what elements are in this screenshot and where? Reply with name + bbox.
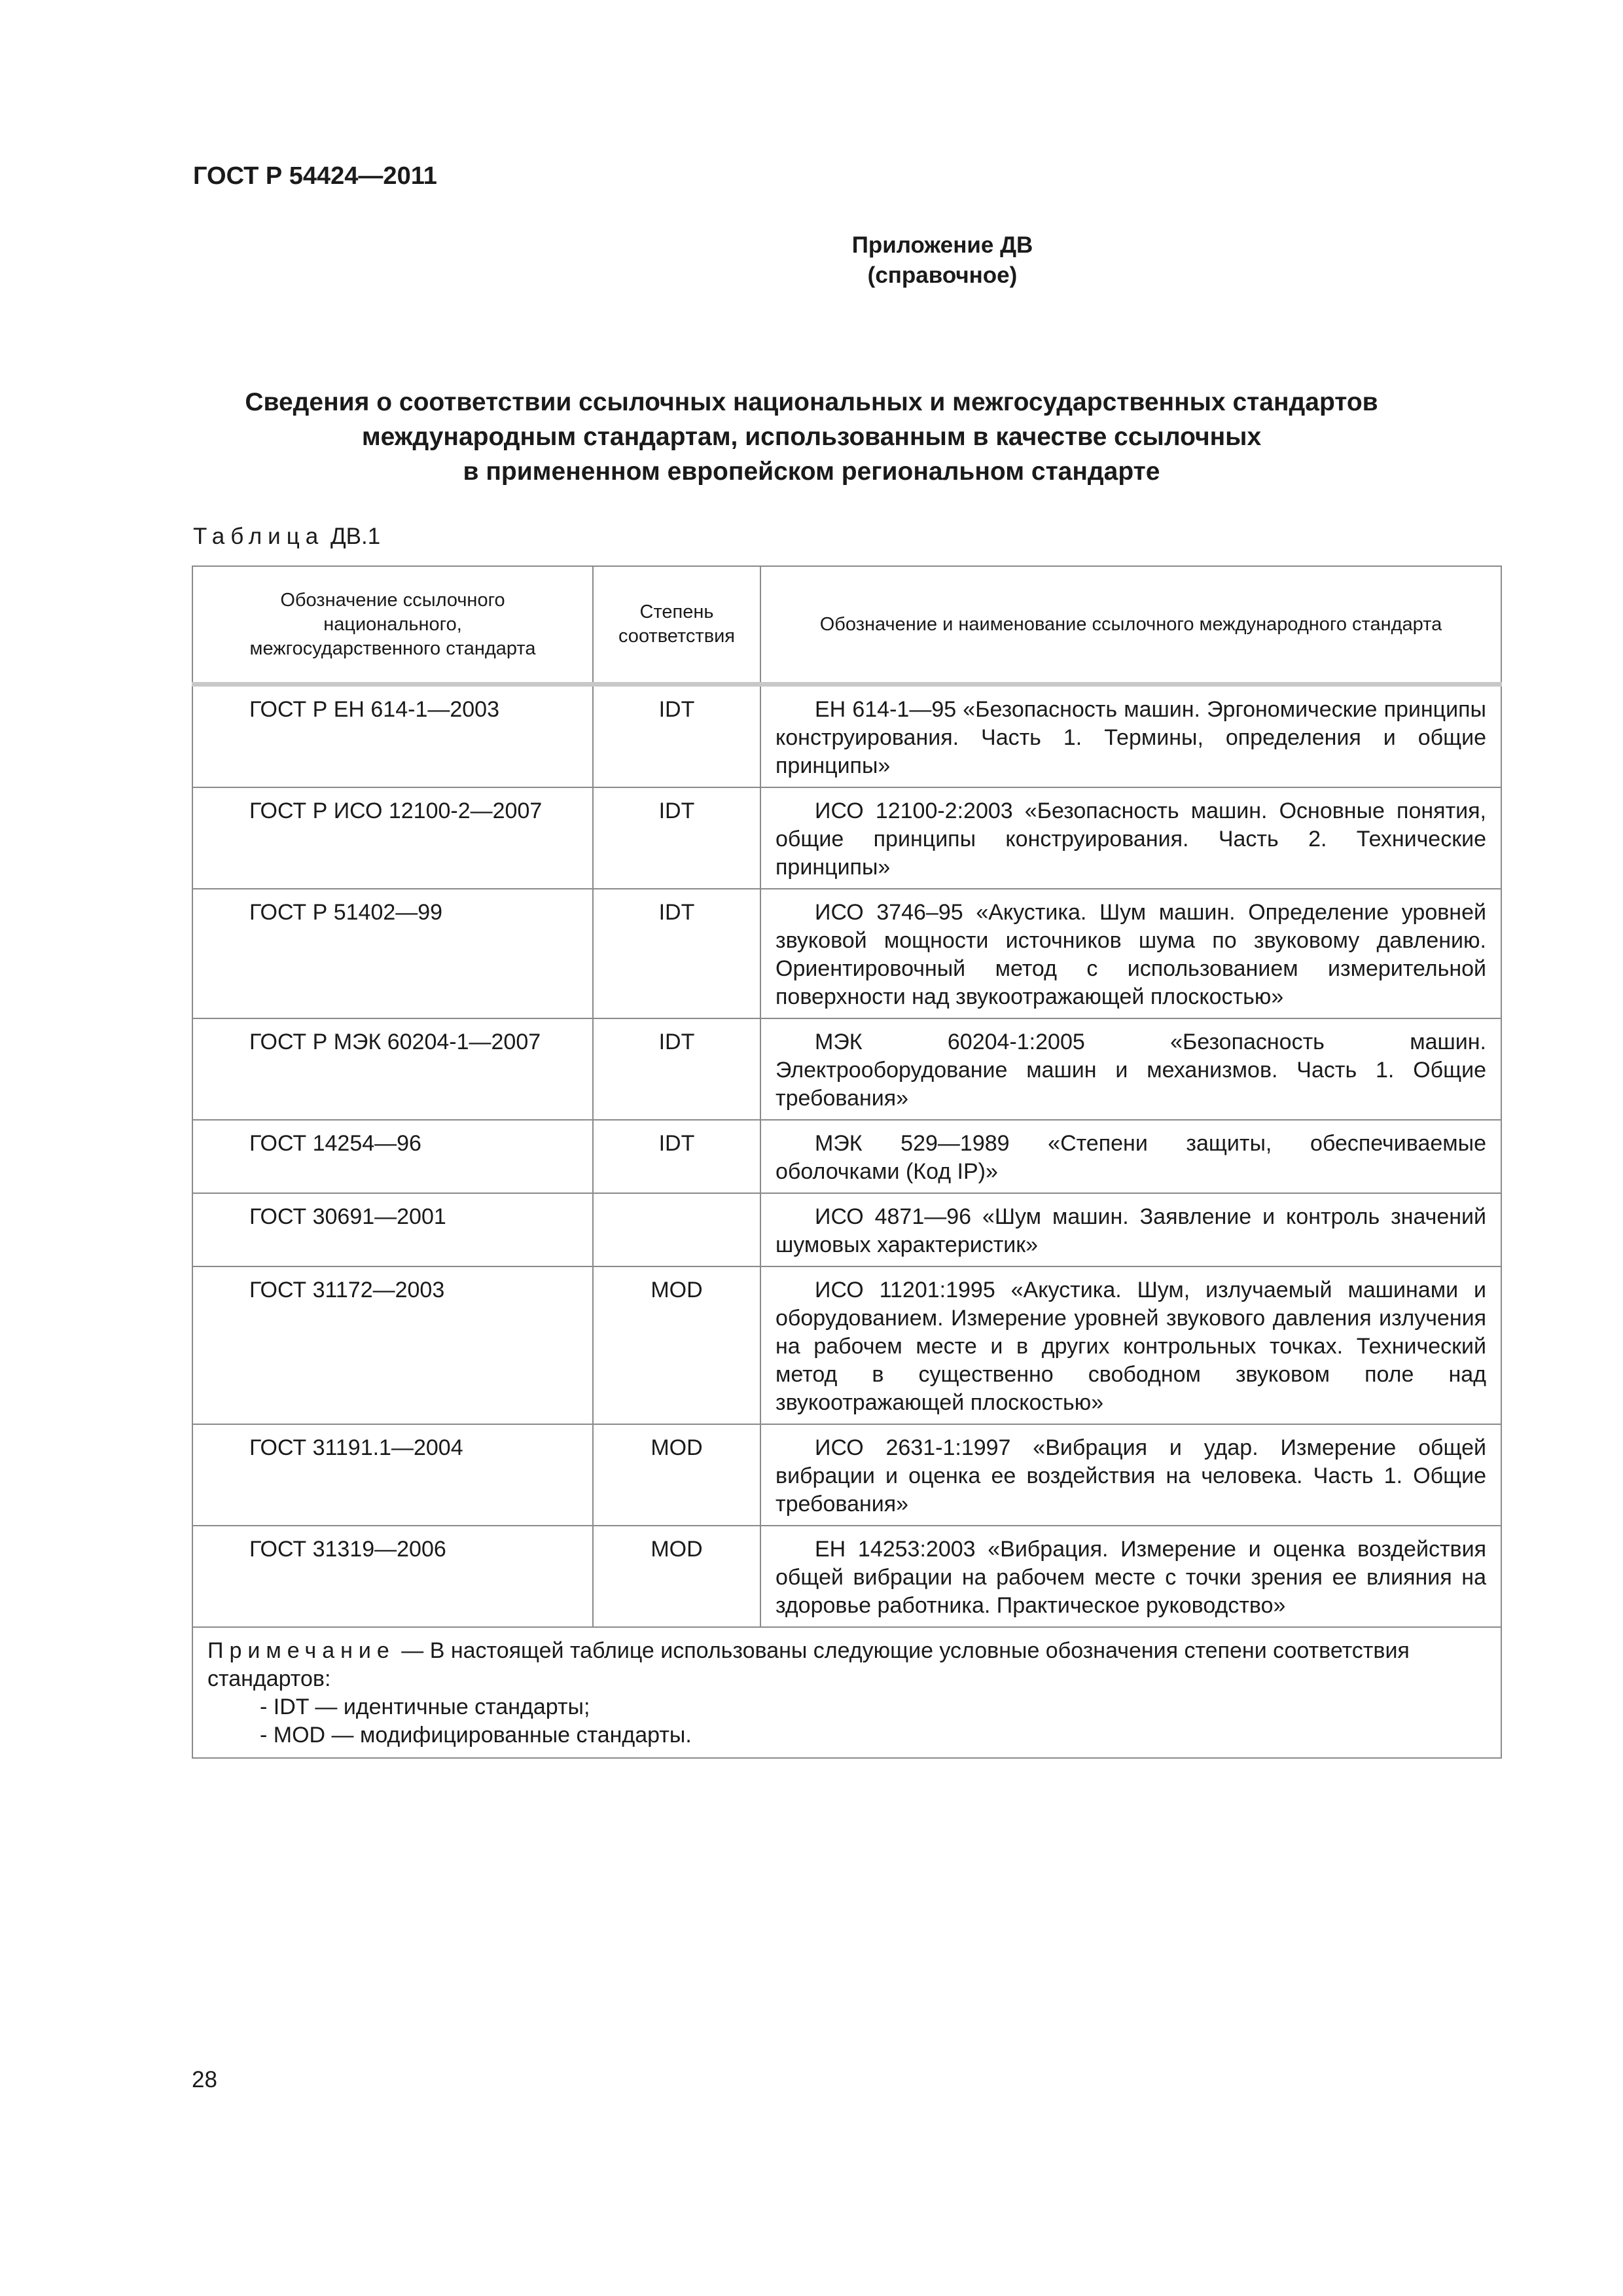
table-caption-number: ДВ.1: [330, 524, 381, 549]
header-international-standard: Обозначение и наименование ссылочного международного стандарта: [760, 566, 1501, 685]
national-standard-cell: ГОСТ 31319—2006: [192, 1526, 593, 1627]
degree-cell: MOD: [593, 1424, 760, 1526]
table-row: [192, 1266, 1501, 1424]
header-national-standard: Обозначение ссылочного национального, межгосударственного стандарта: [192, 566, 593, 685]
degree-cell: IDT: [593, 889, 760, 1018]
table-caption: [193, 524, 380, 550]
degree-cell: IDT: [593, 1120, 760, 1193]
international-standard-cell: ИСО 3746–95 «Акустика. Шум машин. Определение уровней звуковой мощности источников шума по звуковому давлению. Ориентировочный метод с использованием измерительной поверхности над звукоотражающей плоскостью»: [760, 889, 1501, 1018]
title-line: в примененном европейском региональном стандарте: [463, 457, 1160, 486]
table-row: [192, 1526, 1501, 1627]
international-standard-cell: ИСО 11201:1995 «Акустика. Шум, излучаемый машинами и оборудованием. Измерение уровней звукового давления излучения на рабочем месте и в других контрольных точках. Технический метод в существенно свободном звуковом поле над звукоотражающей плоскостью»: [760, 1266, 1501, 1424]
page-number: 28: [192, 2067, 217, 2092]
title-line: международным стандартам, использованным в качестве ссылочных: [361, 423, 1262, 451]
national-standard-cell: ГОСТ 31172—2003: [192, 1266, 593, 1424]
note-item: - MOD — модифицированные стандарты.: [260, 1723, 692, 1748]
national-standard-cell: ГОСТ 30691—2001: [192, 1193, 593, 1266]
degree-cell: IDT: [593, 787, 760, 889]
degree-cell: MOD: [593, 1526, 760, 1627]
table-row: [192, 685, 1501, 788]
note-label: Примечание: [207, 1638, 395, 1663]
degree-cell: MOD: [593, 1266, 760, 1424]
national-standard-cell: ГОСТ 14254—96: [192, 1120, 593, 1193]
note-item: - IDT — идентичные стандарты;: [260, 1695, 590, 1719]
international-standard-cell: ЕН 614-1—95 «Безопасность машин. Эргономические принципы конструирования. Часть 1. Термины, определения и общие принципы»: [760, 685, 1501, 788]
degree-cell: [593, 1193, 760, 1266]
international-standard-cell: МЭК 529—1989 «Степени защиты, обеспечиваемые оболочками (Код IP)»: [760, 1120, 1501, 1193]
table-note-row: [192, 1627, 1501, 1758]
international-standard-cell: ИСО 2631-1:1997 «Вибрация и удар. Измерение общей вибрации и оценка ее воздействия на человека. Часть 1. Общие требования»: [760, 1424, 1501, 1526]
document-code: ГОСТ Р 54424—2011: [193, 162, 437, 190]
international-standard-cell: МЭК 60204-1:2005 «Безопасность машин. Электрооборудование машин и механизмов. Часть 1. Общие требования»: [760, 1018, 1501, 1120]
national-standard-cell: ГОСТ 31191.1—2004: [192, 1424, 593, 1526]
table-row: [192, 1424, 1501, 1526]
note-text: — В настоящей таблице использованы следующие условные обозначения степени соответствия стандартов:: [207, 1638, 1410, 1691]
national-standard-cell: ГОСТ Р ИСО 12100-2—2007: [192, 787, 593, 889]
international-standard-cell: ИСО 4871—96 «Шум машин. Заявление и контроль значений шумовых характеристик»: [760, 1193, 1501, 1266]
national-standard-cell: ГОСТ Р МЭК 60204-1—2007: [192, 1018, 593, 1120]
appendix-heading: [0, 230, 1623, 291]
degree-cell: IDT: [593, 1018, 760, 1120]
table-note: [192, 1627, 1501, 1758]
appendix-title: Приложение ДВ: [851, 232, 1033, 258]
table-row: [192, 787, 1501, 889]
table-row: [192, 889, 1501, 1018]
table-row: [192, 1193, 1501, 1266]
national-standard-cell: ГОСТ Р 51402—99: [192, 889, 593, 1018]
appendix-subtitle: (справочное): [867, 262, 1018, 288]
degree-cell: IDT: [593, 685, 760, 788]
table-header-row: [192, 566, 1501, 685]
international-standard-cell: ИСО 12100-2:2003 «Безопасность машин. Основные понятия, общие принципы конструирования. Часть 2. Технические принципы»: [760, 787, 1501, 889]
table-row: [192, 1120, 1501, 1193]
table-row: [192, 1018, 1501, 1120]
international-standard-cell: ЕН 14253:2003 «Вибрация. Измерение и оценка воздействия общей вибрации на рабочем месте с точки зрения ее влияния на здоровье работника. Практическое руководство»: [760, 1526, 1501, 1627]
standards-table: [192, 565, 1502, 1759]
header-degree: Степень соответствия: [593, 566, 760, 685]
national-standard-cell: ГОСТ Р ЕН 614-1—2003: [192, 685, 593, 788]
document-title: [196, 385, 1427, 489]
table-caption-label: Таблица: [193, 524, 325, 549]
title-line: Сведения о соответствии ссылочных национальных и межгосударственных стандартов: [245, 388, 1378, 416]
